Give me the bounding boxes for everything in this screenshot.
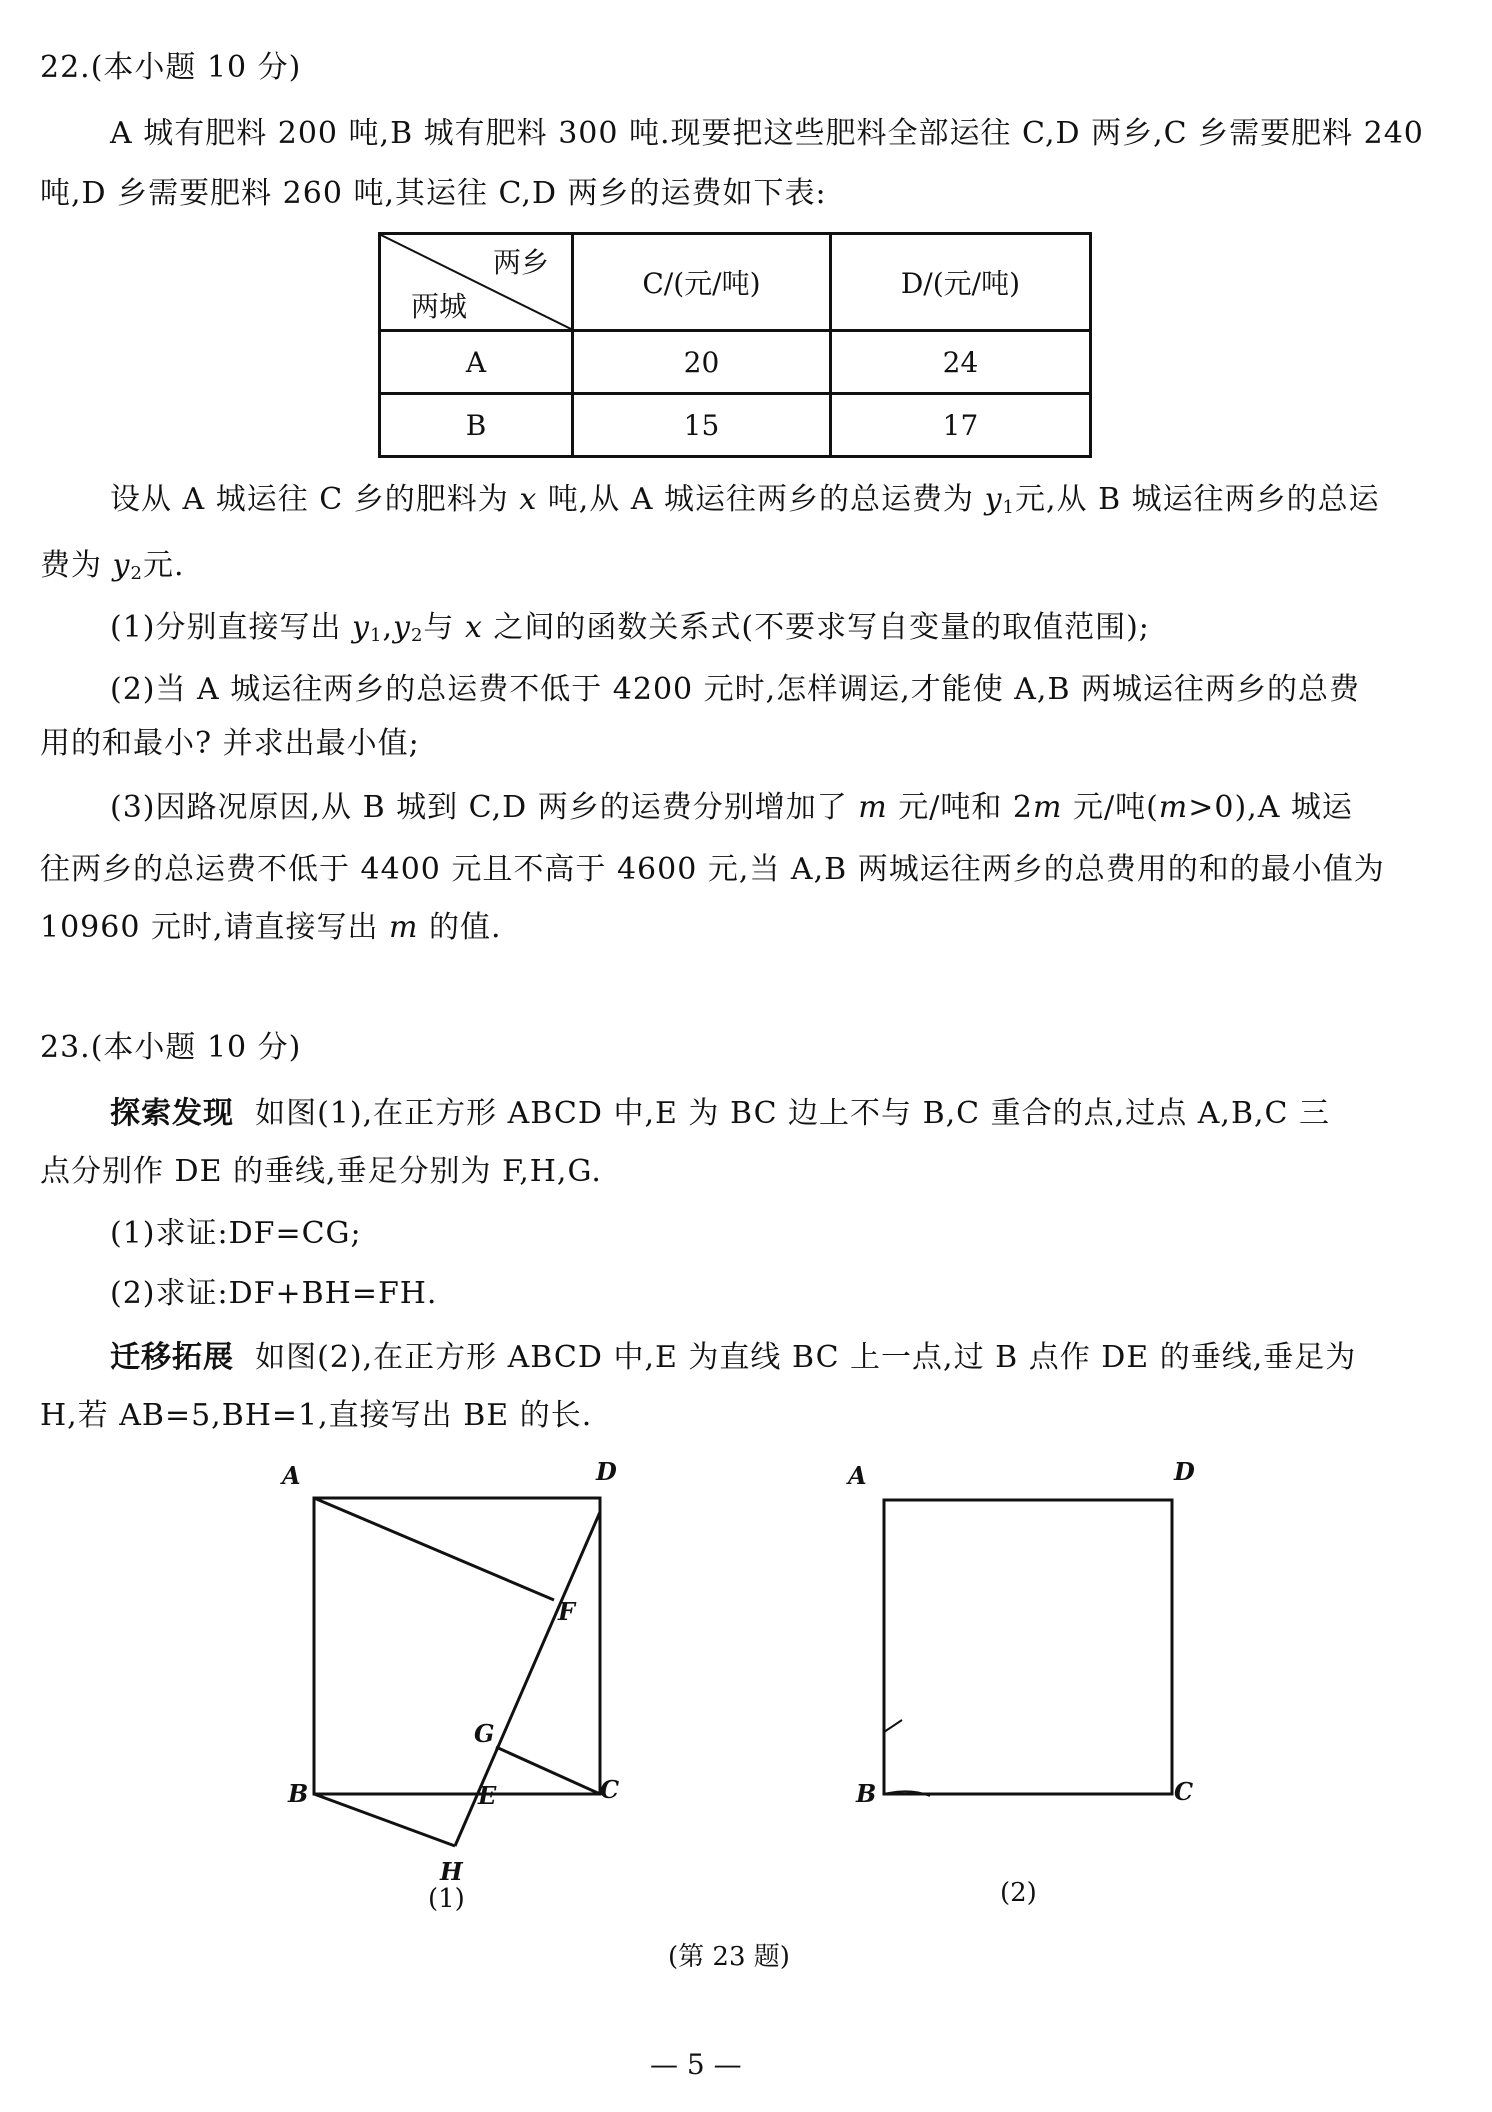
segment-af xyxy=(314,1498,554,1600)
q22-setup-line-2: 费为 $y_2$元. xyxy=(40,548,185,584)
q22-part-1: (1)分别直接写出 $y_1,y_2$与 x 之间的函数关系式(不要求写自变量的取值范围); xyxy=(110,610,1150,646)
q23-part-1: (1)求证:DF=CG; xyxy=(110,1216,362,1251)
figure-1 xyxy=(270,1450,630,1890)
fig1-label-c: C xyxy=(600,1775,620,1804)
line-de-extended xyxy=(455,1512,600,1846)
q22-part-2-line-2: 用的和最小? 并求出最小值; xyxy=(40,726,420,761)
fig1-label-e: E xyxy=(478,1781,497,1810)
fig1-label-g: G xyxy=(474,1719,495,1748)
q22-part-3-line-3: 10960 元时,请直接写出 m 的值. xyxy=(40,910,502,945)
segment-bh xyxy=(314,1794,455,1846)
cost-b-to-d: 17 xyxy=(830,394,1090,457)
q22-intro-line-1: A 城有肥料 200 吨,B 城有肥料 300 吨.现要把这些肥料全部运往 C,D 两乡,C 乡需要肥料 240 xyxy=(110,116,1424,151)
q22-intro-line-2: 吨,D 乡需要肥料 260 吨,其运往 C,D 两乡的运费如下表: xyxy=(40,176,827,211)
row-city-a: A xyxy=(380,331,573,394)
figure-2-caption: (2) xyxy=(1000,1878,1037,1908)
column-header-d: D/(元/吨) xyxy=(830,234,1090,331)
q23-explore-line-1: 探索发现 如图(1),在正方形 ABCD 中,E 为 BC 边上不与 B,C 重合的点,过点 A,B,C 三 xyxy=(110,1096,1331,1131)
row-city-b: B xyxy=(380,394,573,457)
explore-label: 探索发现 xyxy=(110,1096,234,1131)
extend-label: 迁移拓展 xyxy=(110,1340,234,1375)
q22-part-3-line-2: 往两乡的总运费不低于 4400 元且不高于 4600 元,当 A,B 两城运往两乡的总费用的和的最小值为 xyxy=(40,852,1385,887)
square-abcd xyxy=(884,1500,1172,1794)
column-header-c: C/(元/吨) xyxy=(573,234,831,331)
fig1-label-h: H xyxy=(440,1857,463,1886)
square-abcd xyxy=(314,1498,600,1794)
q23-extend-line-2: H,若 AB=5,BH=1,直接写出 BE 的长. xyxy=(40,1398,593,1433)
fig1-label-d: D xyxy=(596,1457,617,1486)
q22-part-3-line-1: (3)因路况原因,从 B 城到 C,D 两乡的运费分别增加了 m 元/吨和 2m 元/吨(m>0),A 城运 xyxy=(110,790,1353,825)
fig2-label-b: B xyxy=(856,1779,877,1808)
q22-part-2-line-1: (2)当 A 城运往两乡的总运费不低于 4200 元时,怎样调运,才能使 A,B 两城运往两乡的总费 xyxy=(110,672,1361,707)
pencil-mark xyxy=(884,1720,902,1732)
fig2-label-d: D xyxy=(1174,1457,1195,1486)
figure-1-caption: (1) xyxy=(428,1884,465,1914)
q22-setup-line-1: 设从 A 城运往 C 乡的肥料为 x 吨,从 A 城运往两乡的总运费为 $y_1$元,从 B 城运往两乡的总运 xyxy=(110,482,1380,518)
segment-cg xyxy=(496,1747,600,1794)
corner-label-villages: 两乡 xyxy=(492,246,549,279)
q23-extend-line-1: 迁移拓展 如图(2),在正方形 ABCD 中,E 为直线 BC 上一点,过 B 点作 DE 的垂线,垂足为 xyxy=(110,1340,1357,1375)
q23-heading: 23.(本小题 10 分) xyxy=(40,1030,302,1065)
fig2-label-c: C xyxy=(1174,1777,1194,1806)
page-number: — 5 — xyxy=(650,2048,742,2081)
table-row xyxy=(380,331,1091,394)
cost-a-to-d: 24 xyxy=(830,331,1090,394)
freight-cost-table xyxy=(378,232,1092,458)
fig2-label-a: A xyxy=(848,1461,867,1490)
figure-group-caption: (第 23 题) xyxy=(668,1942,790,1972)
q23-explore-line-2: 点分别作 DE 的垂线,垂足分别为 F,H,G. xyxy=(40,1154,602,1189)
q23-part-2: (2)求证:DF+BH=FH. xyxy=(110,1276,438,1311)
fig1-label-b: B xyxy=(288,1779,309,1808)
fig1-label-f: F xyxy=(558,1597,576,1626)
q22-heading: 22.(本小题 10 分) xyxy=(40,50,302,85)
cost-b-to-c: 15 xyxy=(573,394,831,457)
table-row xyxy=(380,394,1091,457)
table-corner-cell xyxy=(380,234,573,331)
corner-label-cities: 两城 xyxy=(411,290,468,323)
fig1-label-a: A xyxy=(282,1461,301,1490)
cost-a-to-c: 20 xyxy=(573,331,831,394)
figure-2 xyxy=(830,1450,1210,1810)
